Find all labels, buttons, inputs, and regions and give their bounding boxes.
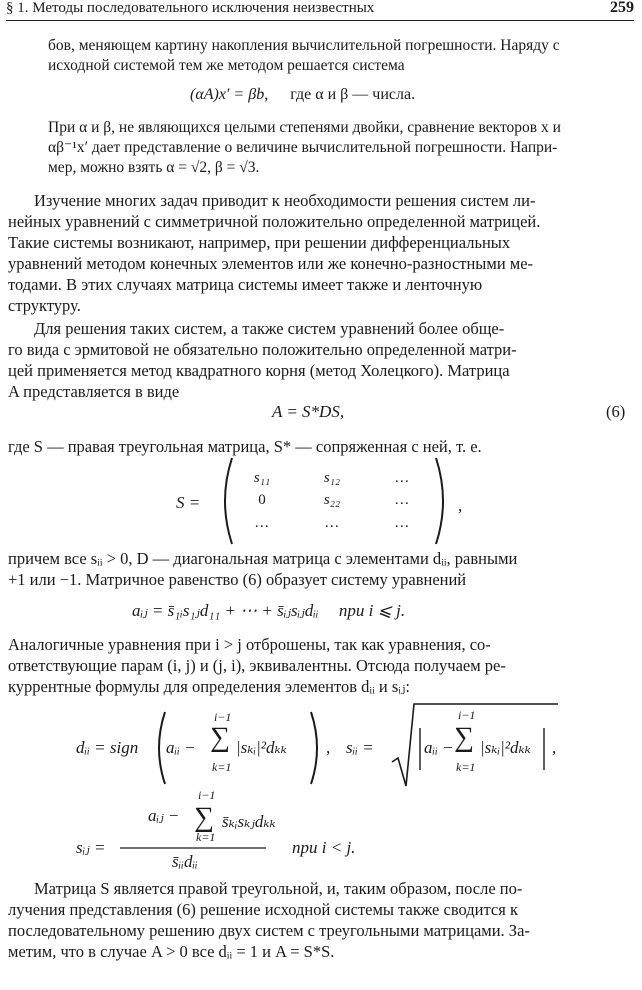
paragraph-line: +1 или −1. Матричное равенство (6) образует систему уравнений	[8, 570, 467, 589]
sij-condition: при i < j.	[292, 838, 356, 857]
sii-sum-term: |sₖᵢ|²dₖₖ	[480, 738, 531, 757]
paragraph-line: исходной системой тем же методом решается система	[48, 57, 405, 74]
dii-a-term: aᵢᵢ −	[166, 738, 196, 757]
sum-lower-limit: k=1	[212, 760, 232, 774]
paragraph-6	[8, 548, 634, 590]
sij-lhs: sᵢⱼ =	[76, 838, 106, 857]
paragraph-line: A представляется в виде	[8, 382, 180, 401]
paragraph-line: структуру.	[8, 296, 81, 315]
paragraph-line: мер, можно взять α = √2, β = √3.	[48, 159, 260, 176]
paragraph-line: последовательному решению двух систем с треугольными матрицами. За-	[8, 921, 530, 940]
paragraph-3	[8, 190, 634, 316]
dii-lhs: dᵢᵢ = sign	[76, 738, 139, 757]
matrix-cell: …	[395, 515, 409, 531]
sum-lower-limit: k=1	[196, 830, 216, 844]
paragraph-line: цей применяется метод квадратного корня (метод Холецкого). Матрица	[8, 361, 510, 380]
sum-sign: ∑	[194, 802, 214, 833]
paragraph-line: причем все sᵢᵢ > 0, D — диагональная матрица с элементами dᵢᵢ, равными	[8, 549, 518, 568]
running-title: § 1. Методы последовательного исключения неизвестных	[6, 0, 375, 16]
paragraph-5	[8, 436, 634, 457]
paragraph-line: Аналогичные уравнения при i > j отброшены, так как уравнения, со-	[8, 635, 491, 654]
paragraph-line: Такие системы возникают, например, при решении дифференциальных	[8, 233, 511, 252]
matrix-cell: …	[395, 492, 409, 508]
matrix-cell: 0	[258, 492, 266, 508]
sij-numerator-term: s̄ₖᵢsₖⱼdₖₖ	[222, 812, 276, 831]
sij-numerator-a: aᵢⱼ −	[148, 806, 180, 825]
matrix-cell: s₂₂	[323, 492, 341, 508]
page-number: 259	[610, 0, 634, 16]
sii-end-comma: ,	[552, 738, 557, 757]
equation-6: A = S*DS,	[272, 402, 345, 421]
matrix-cell: s₁₂	[323, 470, 341, 486]
equation-alpha-system: (αA)x′ = βb, где α и β — числа.	[190, 86, 416, 103]
sii-a-term: aᵢᵢ −	[424, 738, 454, 757]
equation-aij: aᵢⱼ = s̄₁ᵢs₁ⱼd₁₁ + ⋯ + s̄ᵢⱼsᵢⱼdᵢᵢ при i ⩽ j.	[132, 601, 406, 620]
sum-sign: ∑	[210, 722, 230, 753]
paragraph-line: метим, что в случае A > 0 все dᵢᵢ = 1 и A = S*S.	[8, 942, 335, 961]
paragraph-line: Для решения таких систем, а также систем уравнений более обще-	[34, 319, 505, 338]
paragraph-line: Изучение многих задач приводит к необходимости решения систем ли-	[34, 191, 536, 210]
paragraph-line: лучения представления (6) решение исходной системы также сводится к	[8, 900, 518, 919]
equation-number-6: (6)	[606, 402, 626, 421]
paragraph-line: где S — правая треугольная матрица, S* — сопряженная с ней, т. е.	[8, 437, 482, 456]
paragraph-line: нейных уравнений с симметричной положительно определенной матрицей.	[8, 212, 541, 231]
sum-sign: ∑	[454, 722, 474, 753]
paragraph-line: куррентные формулы для определения элементов dᵢᵢ и sᵢⱼ:	[8, 677, 410, 696]
matrix-cell: …	[255, 515, 269, 531]
sum-lower-limit: k=1	[456, 760, 476, 774]
matrix-cell: …	[395, 470, 409, 486]
sum-upper-limit: i−1	[214, 710, 232, 724]
matrix-trailing-comma: ,	[458, 496, 463, 515]
right-paren	[432, 456, 452, 546]
paragraph-line: уравнений методом конечных элементов или же конечно-разностными ме-	[8, 254, 534, 273]
matrix-cell: …	[325, 515, 339, 531]
running-header	[6, 0, 634, 21]
paragraph-line: ответствующие парам (i, j) и (j, i), эквивалентны. Отсюда получаем ре-	[8, 656, 506, 675]
paragraph-4	[8, 318, 634, 402]
paragraph-line: тодами. В этих случаях матрица системы имеет также и ленточную	[8, 275, 483, 294]
dii-sum-term: |sₖᵢ|²dₖₖ	[236, 738, 287, 757]
paragraph-7	[8, 634, 634, 697]
right-paren	[308, 710, 324, 786]
paragraph-line: го вида с эрмитовой не обязательно положительно определенной матри-	[8, 340, 517, 359]
paragraph-2	[48, 118, 634, 178]
fraction-bar	[120, 846, 270, 850]
paragraph-line: бов, меняющем картину накопления вычислительной погрешности. Наряду с	[48, 37, 560, 54]
paragraph-line: При α и β, не являющихся целыми степенями двойки, сравнение векторов x и	[48, 119, 561, 136]
sum-upper-limit: i−1	[458, 708, 476, 722]
dii-comma: ,	[326, 738, 331, 757]
paragraph-line: Матрица S является правой треугольной, и, таким образом, после по-	[34, 879, 523, 898]
sii-lhs: sᵢᵢ =	[346, 738, 374, 757]
matrix-cell: s₁₁	[253, 470, 271, 486]
sij-denominator: s̄ᵢᵢdᵢᵢ	[172, 852, 198, 871]
sum-upper-limit: i−1	[198, 788, 216, 802]
matrix-lhs: S =	[176, 493, 201, 512]
paragraph-8	[8, 878, 634, 962]
paragraph-line: αβ⁻¹x′ дает представление о величине вычислительной погрешности. Напри-	[48, 139, 558, 156]
paragraph-1	[48, 36, 634, 76]
